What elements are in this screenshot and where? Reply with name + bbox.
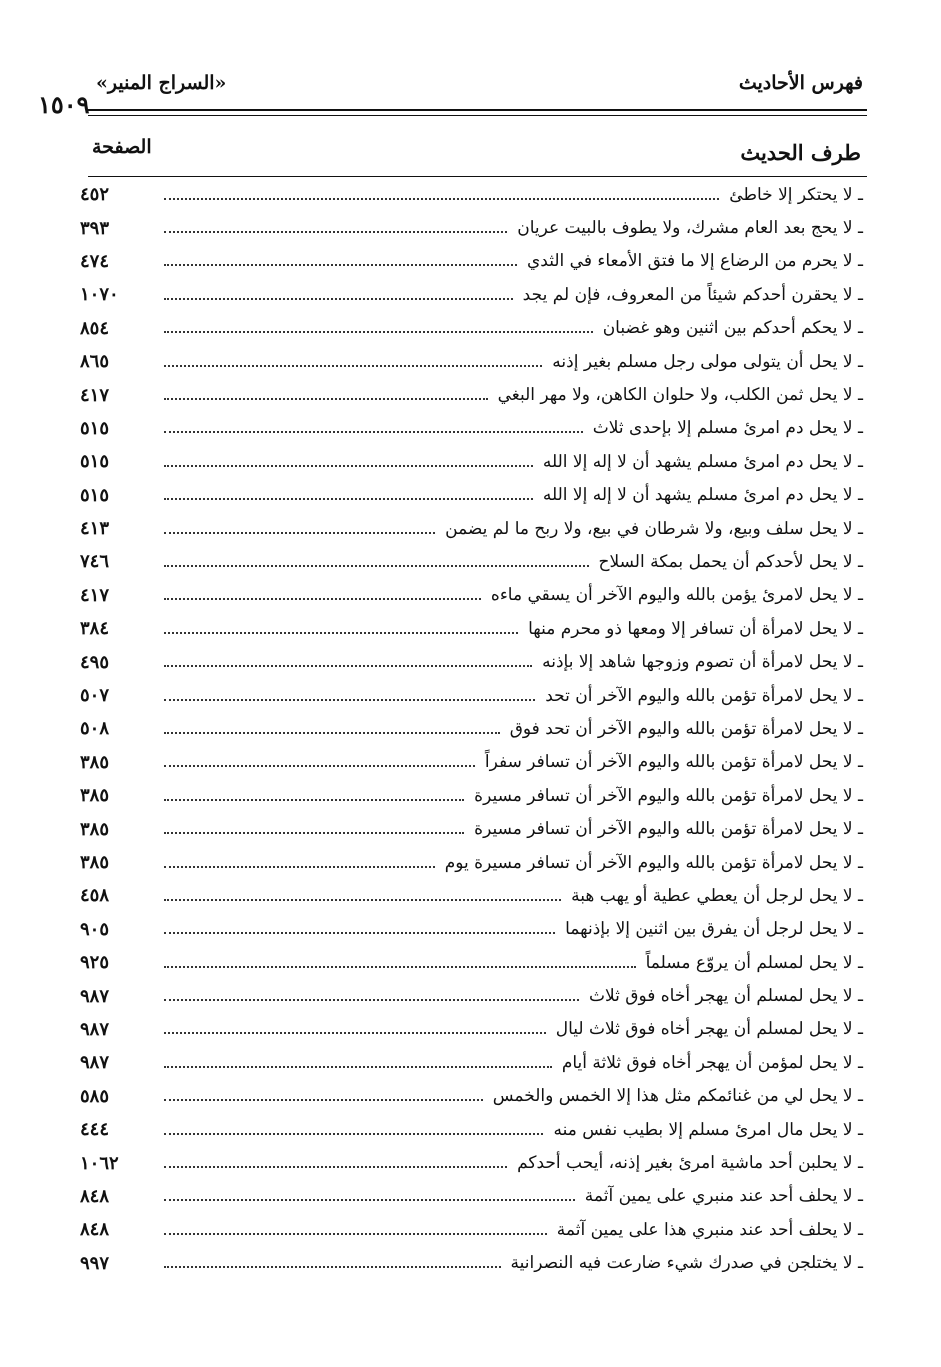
entry-hadith-text: ـ لا يختلجن في صدرك شيء ضارعت فيه النصرانية <box>510 1253 863 1274</box>
entry-page-number: ٨٦٥ <box>80 351 110 373</box>
index-entry <box>80 1247 863 1280</box>
index-entry <box>80 812 863 845</box>
leader-dots <box>164 598 481 600</box>
header-rule-thin <box>88 115 867 116</box>
entry-page-number: ٤٤٤ <box>80 1119 110 1141</box>
entry-hadith-text: ـ لا يحلف أحد عند منبري هذا على يمين آثمة <box>556 1219 863 1240</box>
leader-dots <box>164 1199 575 1201</box>
entry-hadith-text: ـ لا يحل سلف وبيع، ولا شرطان في بيع، ولا ربح ما لم يضمن <box>445 518 863 539</box>
entry-page-number: ٥٠٧ <box>80 685 110 707</box>
leader-dots <box>164 231 507 233</box>
entry-page-number: ٥١٥ <box>80 484 110 506</box>
entry-page-number: ٧٤٦ <box>80 551 110 573</box>
index-entry <box>80 879 863 912</box>
entry-hadith-text: ـ لا يحكم أحدكم بين اثنين وهو غضبان <box>602 318 863 339</box>
leader-dots <box>164 532 435 534</box>
leader-dots <box>164 932 555 934</box>
index-entry <box>80 1080 863 1113</box>
entry-hadith-text: ـ لا يحج بعد العام مشرك، ولا يطوف بالبيت عريان <box>517 218 863 239</box>
leader-dots <box>164 799 464 801</box>
entry-hadith-text: ـ لا يحرم من الرضاع إلا ما فتق الأمعاء في الثدي <box>526 251 863 272</box>
leader-dots <box>164 832 464 834</box>
entry-hadith-text: ـ لا يحل مال امرئ مسلم إلا بطيب نفس منه <box>553 1119 863 1140</box>
leader-dots <box>164 1099 483 1101</box>
entry-hadith-text: ـ لا يحل دم امرئ مسلم يشهد أن لا إله إلا الله <box>542 485 863 506</box>
entry-page-number: ٣٨٥ <box>80 785 110 807</box>
running-header-book: «السراج المنير» <box>96 72 227 94</box>
entry-page-number: ٤٧٤ <box>80 250 110 272</box>
entry-hadith-text: ـ لا يحل لمسلم أن يروّع مسلماً <box>645 952 863 973</box>
entry-hadith-text: ـ لا يحل لامرأة تؤمن بالله واليوم الآخر أن تسافر مسيرة يوم <box>444 852 863 873</box>
leader-dots <box>164 632 518 634</box>
index-entry <box>80 746 863 779</box>
leader-dots <box>164 1133 543 1135</box>
leader-dots <box>164 866 435 868</box>
entry-page-number: ٨٤٨ <box>80 1185 110 1207</box>
index-entry <box>80 979 863 1012</box>
index-entry <box>80 245 863 278</box>
entry-hadith-text: ـ لا يحل لامرأة أن تسافر إلا ومعها ذو محرم منها <box>528 618 863 639</box>
leader-dots <box>164 498 533 500</box>
index-entry <box>80 1046 863 1079</box>
entry-page-number: ١٠٦٢ <box>80 1152 119 1174</box>
entry-hadith-text: ـ لا يحل أن يتولى مولى رجل مسلم بغير إذنه <box>552 351 863 372</box>
entry-page-number: ٥١٥ <box>80 451 110 473</box>
index-entry <box>80 1146 863 1179</box>
index-entry <box>80 779 863 812</box>
index-entry <box>80 312 863 345</box>
entry-page-number: ١٠٧٠ <box>80 284 119 306</box>
entry-hadith-text: ـ لا يحل دم امرئ مسلم إلا بإحدى ثلاث <box>592 418 863 439</box>
entry-hadith-text: ـ لا يحل لامرأة أن تصوم وزوجها شاهد إلا بإذنه <box>542 652 863 673</box>
leader-dots <box>164 565 589 567</box>
index-entry <box>80 1113 863 1146</box>
index-entry <box>80 1213 863 1246</box>
leader-dots <box>164 198 719 200</box>
entry-page-number: ٣٩٣ <box>80 217 110 239</box>
entry-page-number: ٥٠٨ <box>80 718 110 740</box>
entry-page-number: ٣٨٥ <box>80 852 110 873</box>
entry-page-number: ٩٨٧ <box>80 1018 110 1040</box>
entry-page-number: ٣٨٥ <box>80 818 110 840</box>
leader-dots <box>164 1266 501 1268</box>
entry-page-number: ٨٤٨ <box>80 1219 110 1241</box>
leader-dots <box>164 1166 507 1168</box>
index-entry <box>80 512 863 545</box>
index-entry <box>80 278 863 311</box>
entry-page-number: ٣٨٥ <box>80 751 110 773</box>
index-entry <box>80 178 863 211</box>
index-entry <box>80 679 863 712</box>
entry-hadith-text: ـ لا يحل لامرأة تؤمن بالله واليوم الآخر أن تسافر مسيرة <box>474 819 863 840</box>
entry-page-number: ٩٨٧ <box>80 1052 110 1074</box>
column-heading-hadith: طرف الحديث <box>740 140 861 165</box>
entry-page-number: ٩٨٧ <box>80 985 110 1007</box>
entry-hadith-text: ـ لا يحل لمسلم أن يهجر أخاه فوق ثلاث <box>588 986 863 1007</box>
entry-hadith-text: ـ لا يحل لامرأة تؤمن بالله واليوم الآخر أن تسافر سفراً <box>484 752 863 773</box>
index-entry <box>80 378 863 411</box>
entry-page-number: ٨٥٤ <box>80 317 110 339</box>
index-entry <box>80 412 863 445</box>
entry-hadith-text: ـ لا يحل لامرأة تؤمن بالله واليوم الآخر أن تحد فوق <box>509 718 863 739</box>
leader-dots <box>164 298 513 300</box>
leader-dots <box>164 699 535 701</box>
entry-hadith-text: ـ لا يحل لي من غنائمكم مثل هذا إلا الخمس والخمس <box>492 1086 863 1107</box>
leader-dots <box>164 398 488 400</box>
index-entry <box>80 579 863 612</box>
leader-dots <box>164 1066 552 1068</box>
entry-page-number: ٤١٣ <box>80 518 110 540</box>
entry-hadith-text: ـ لا يحل لامرأة تؤمن بالله واليوم الآخر أن تسافر مسيرة <box>474 785 863 806</box>
page-number: ١٥٠٩ <box>38 90 90 119</box>
entry-hadith-text: ـ لا يحتكر إلا خاطئ <box>729 184 863 205</box>
leader-dots <box>164 665 532 667</box>
entry-page-number: ٤٥٢ <box>80 184 110 206</box>
leader-dots <box>164 331 593 333</box>
entry-page-number: ٤٩٥ <box>80 651 110 673</box>
leader-dots <box>164 1032 546 1034</box>
leader-dots <box>164 431 583 433</box>
entry-hadith-text: ـ لا يحقرن أحدكم شيئاً من المعروف، فإن لم يجد <box>522 284 863 305</box>
index-entry <box>80 946 863 979</box>
leader-dots <box>164 1233 547 1235</box>
leader-dots <box>164 732 500 734</box>
leader-dots <box>164 966 636 968</box>
index-entry <box>80 345 863 378</box>
leader-dots <box>164 899 561 901</box>
entry-hadith-text: ـ لا يحل لرجل أن يعطي عطية أو يهب هبة <box>571 885 863 906</box>
index-entry <box>80 211 863 244</box>
entry-hadith-text: ـ لا يحل لامرئ يؤمن بالله واليوم الآخر أن يسقي ماءه <box>490 585 863 606</box>
entry-hadith-text: ـ لا يحل لرجل أن يفرق بين اثنين إلا بإذنهما <box>565 919 863 940</box>
entry-page-number: ٥١٥ <box>80 417 110 439</box>
index-entry <box>80 1180 863 1213</box>
index-entry <box>80 913 863 946</box>
index-entry <box>80 445 863 478</box>
entry-page-number: ٤١٧ <box>80 384 110 406</box>
entry-page-number: ٩٠٥ <box>80 918 110 940</box>
index-entry <box>80 545 863 578</box>
header-rule-thick <box>88 109 867 111</box>
index-entry <box>80 645 863 678</box>
index-entry <box>80 712 863 745</box>
entry-page-number: ٩٢٥ <box>80 952 110 974</box>
entry-page-number: ٤١٧ <box>80 584 110 606</box>
index-entries <box>80 178 863 1280</box>
entry-hadith-text: ـ لا يحل لمسلم أن يهجر أخاه فوق ثلاث ليال <box>555 1019 863 1040</box>
index-entry <box>80 1013 863 1046</box>
index-entry <box>80 479 863 512</box>
column-heading-rule <box>88 176 867 177</box>
column-heading-page: الصفحة <box>92 136 152 158</box>
index-entry <box>80 612 863 645</box>
entry-hadith-text: ـ لا يحلبن أحد ماشية امرئ بغير إذنه، أيحب أحدكم <box>517 1153 863 1174</box>
entry-page-number: ٤٥٨ <box>80 885 110 907</box>
leader-dots <box>164 465 533 467</box>
entry-hadith-text: ـ لا يحل ثمن الكلب، ولا حلوان الكاهن، ولا مهر البغي <box>497 385 863 406</box>
entry-hadith-text: ـ لا يحل لمؤمن أن يهجر أخاه فوق ثلاثة أيام <box>561 1052 863 1073</box>
leader-dots <box>164 365 542 367</box>
entry-hadith-text: ـ لا يحل لأحدكم أن يحمل بمكة السلاح <box>598 551 863 572</box>
leader-dots <box>164 264 517 266</box>
leader-dots <box>164 765 475 767</box>
entry-page-number: ٥٨٥ <box>80 1085 110 1107</box>
entry-page-number: ٣٨٤ <box>80 618 110 640</box>
index-entry <box>80 846 863 879</box>
entry-page-number: ٩٩٧ <box>80 1252 110 1274</box>
entry-hadith-text: ـ لا يحل دم امرئ مسلم يشهد أن لا إله إلا الله <box>542 451 863 472</box>
entry-hadith-text: ـ لا يحل لامرأة تؤمن بالله واليوم الآخر أن تحد <box>545 685 863 706</box>
leader-dots <box>164 999 579 1001</box>
running-header-section: فهرس الأحاديث <box>738 72 863 94</box>
entry-hadith-text: ـ لا يحلف أحد عند منبري على يمين آثمة <box>584 1186 863 1207</box>
